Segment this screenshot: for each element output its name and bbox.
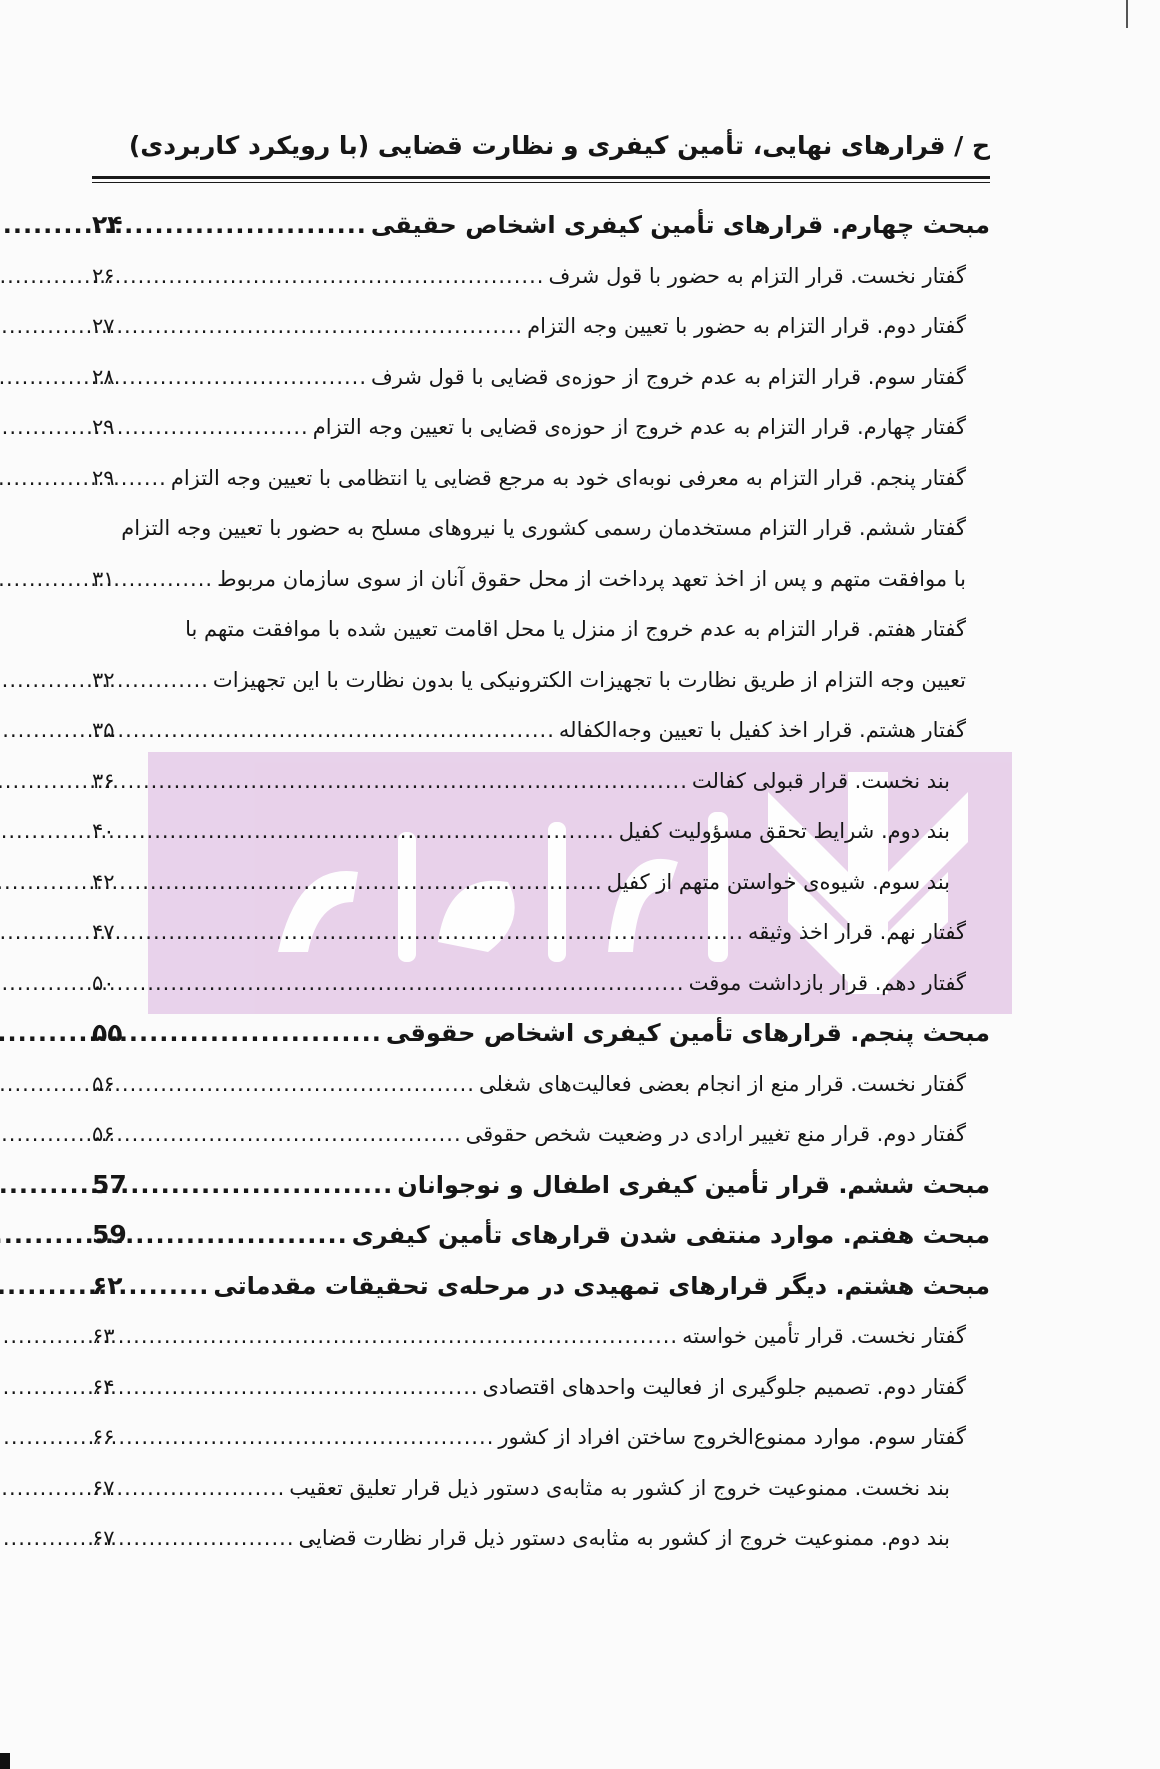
toc-entry-title: گفتار هفتم. قرار التزام به عدم خروج از منزل یا محل اقامت تعیین شده با موافقت متهم با	[185, 617, 966, 641]
toc-page-number: ۲۹	[92, 415, 115, 439]
toc-entry-title: مبحث ششم. قرار تأمین کیفری اطفال و نوجوانان	[397, 1170, 990, 1199]
toc-page-number: ۶۷	[92, 1475, 115, 1500]
toc-dot-leader	[130, 705, 555, 756]
toc-dot-leader	[130, 1412, 494, 1463]
toc-page-number: ۵۶	[92, 1122, 115, 1146]
toc-dot-leader	[130, 806, 615, 857]
toc-page-number: 59	[92, 1220, 127, 1249]
corner-mark	[0, 1753, 10, 1769]
toc-dot-leader	[130, 907, 744, 958]
toc-entry-title: بند نخست. قرار قبولی کفالت	[691, 768, 950, 793]
toc-entry-title: گفتار نخست. قرار منع از انجام بعضی فعالیت‌های شغلی	[478, 1071, 966, 1096]
toc-entry	[92, 1412, 990, 1463]
toc-dot-leader	[130, 1362, 479, 1413]
toc-dot-leader	[130, 655, 209, 706]
toc-page-number: ۲۴	[92, 210, 123, 239]
toc-entry-title: گفتار پنجم. قرار التزام به معرفی نوبه‌ای خود به مرجع قضایی یا انتظامی با تعیین وجه التزام	[170, 465, 966, 490]
toc-entry	[92, 301, 990, 352]
toc-page-number: ۴۷	[92, 920, 115, 944]
toc-page-number: ۲۷	[92, 314, 115, 338]
toc-entry-title: مبحث هفتم. موارد منتفی شدن قرارهای تأمین کیفری	[351, 1221, 990, 1249]
toc-entry-title: گفتار ششم. قرار التزام مستخدمان رسمی کشوری یا نیروهای مسلح به حضور با تعیین وجه التزام	[121, 516, 966, 540]
toc-dot-leader	[130, 554, 213, 605]
toc-entry-title: گفتار چهارم. قرار التزام به عدم خروج از حوزه‌ی قضایی با تعیین وجه التزام	[312, 415, 966, 439]
toc-dot-leader	[130, 1311, 678, 1362]
toc-entry-title: گفتار نهم. قرار اخذ وثیقه	[747, 920, 966, 944]
toc-dot-leader	[130, 1109, 462, 1160]
toc-dot-leader	[130, 1059, 475, 1110]
toc-entry-title: گفتار نخست. قرار التزام به حضور با قول شرف	[548, 263, 966, 288]
toc-page-number: ۳۵	[92, 718, 115, 742]
toc-entry	[92, 705, 990, 756]
toc-page-number: ۲۶	[92, 263, 115, 288]
toc-entry	[92, 503, 990, 554]
toc-entry-title: مبحث چهارم. قرارهای تأمین کیفری اشخاص حقیقی	[370, 211, 990, 239]
toc-dot-leader	[131, 1160, 393, 1211]
toc-entry	[92, 402, 990, 453]
toc-entry	[92, 1513, 990, 1564]
toc-entry	[92, 806, 990, 857]
toc-dot-leader	[130, 1008, 382, 1059]
toc-page-number: ۵۰	[92, 970, 115, 995]
toc-section-heading	[92, 1210, 990, 1261]
toc-page-number: ۶۷	[92, 1526, 115, 1550]
toc-entry	[92, 251, 990, 302]
toc-page-number: ۶۴	[92, 1374, 115, 1399]
toc-dot-leader	[130, 301, 523, 352]
toc-page-number: ۲۸	[92, 364, 115, 389]
toc-page-number: ۳۱	[92, 566, 115, 591]
toc-page-number: 57	[92, 1169, 127, 1199]
toc-entry	[92, 1463, 990, 1514]
toc-entry	[92, 655, 990, 706]
table-of-contents	[92, 200, 990, 1564]
toc-section-heading	[92, 1008, 990, 1059]
toc-dot-leader	[130, 200, 367, 251]
toc-page-number: ۶۳	[92, 1324, 115, 1348]
toc-page-number: ۶۶	[92, 1425, 115, 1449]
toc-dot-leader	[130, 756, 688, 807]
toc-entry-title: گفتار دوم. قرار منع تغییر ارادی در وضعیت شخص حقوقی	[465, 1122, 966, 1146]
toc-entry-title: بند سوم. شیوه‌ی خواستن متهم از کفیل	[606, 869, 950, 894]
toc-entry-title: گفتار دهم. قرار بازداشت موقت	[688, 970, 966, 995]
page-edge-line	[1126, 0, 1128, 28]
toc-dot-leader	[130, 958, 685, 1009]
toc-entry-title: مبحث پنجم. قرارهای تأمین کیفری اشخاص حقوقی	[385, 1019, 990, 1047]
toc-entry	[92, 604, 990, 655]
toc-page-number: ۳۶	[92, 768, 115, 793]
toc-entry	[92, 958, 990, 1009]
toc-dot-leader	[130, 251, 544, 302]
toc-section-heading	[92, 1160, 990, 1211]
toc-entry	[92, 857, 990, 908]
toc-entry	[92, 1059, 990, 1110]
toc-entry-title: بند نخست. ممنوعیت خروج از کشور به مثابه‌ی دستور ذیل قرار تعلیق تعقیب	[289, 1475, 950, 1500]
toc-page-number: ۵۵	[92, 1018, 123, 1047]
toc-entry-title: تعیین وجه التزام از طریق نظارت با تجهیزات الکترونیکی یا بدون نظارت با این تجهیزات	[212, 667, 966, 692]
toc-dot-leader	[130, 352, 367, 403]
toc-dot-leader	[130, 1261, 209, 1312]
toc-entry-title: مبحث هشتم. دیگر قرارهای تمهیدی در مرحله‌ی تحقیقات مقدماتی	[213, 1271, 990, 1300]
toc-entry	[92, 352, 990, 403]
toc-section-heading	[92, 1261, 990, 1312]
toc-page-number: ۵۶	[92, 1071, 115, 1096]
toc-dot-leader	[130, 402, 309, 453]
toc-entry	[92, 907, 990, 958]
toc-entry	[92, 756, 990, 807]
toc-entry	[92, 1362, 990, 1413]
toc-entry	[92, 1311, 990, 1362]
toc-page-number: ۳۲	[92, 667, 115, 692]
toc-page-number: ۴۰	[92, 819, 115, 843]
toc-entry-title: بند دوم. ممنوعیت خروج از کشور به مثابه‌ی دستور ذیل قرار نظارت قضایی	[298, 1526, 950, 1550]
toc-entry	[92, 554, 990, 605]
toc-dot-leader	[130, 453, 167, 504]
toc-entry-title: بند دوم. شرایط تحقق مسؤولیت کفیل	[618, 819, 950, 843]
toc-section-heading	[92, 200, 990, 251]
toc-dot-leader	[131, 1210, 348, 1261]
toc-dot-leader	[130, 1513, 295, 1564]
toc-dot-leader	[130, 1463, 285, 1514]
toc-entry-title: گفتار نخست. قرار تأمین خواسته	[682, 1324, 966, 1348]
toc-page-number: ۴۲	[92, 869, 115, 894]
toc-dot-leader	[130, 857, 603, 908]
toc-entry-title: گفتار سوم. قرار التزام به عدم خروج از حوزه‌ی قضایی با قول شرف	[371, 364, 966, 389]
toc-entry-title: گفتار سوم. موارد ممنوع‌الخروج ساختن افراد از کشور	[498, 1425, 966, 1449]
toc-page-number: ۲۹	[92, 465, 115, 490]
toc-entry-title: گفتار هشتم. قرار اخذ کفیل با تعیین وجه‌الکفاله	[558, 718, 966, 742]
toc-page-number: ۶۲	[92, 1270, 123, 1300]
header-rule-thin	[92, 182, 990, 183]
toc-entry-title: گفتار دوم. قرار التزام به حضور با تعیین وجه التزام	[527, 314, 966, 338]
header-rule-thick	[92, 176, 990, 179]
toc-entry	[92, 453, 990, 504]
toc-entry-title: گفتار دوم. تصمیم جلوگیری از فعالیت واحدهای اقتصادی	[482, 1374, 966, 1399]
toc-entry-title: با موافقت متهم و پس از اخذ تعهد پرداخت از محل حقوق آنان از سوی سازمان مربوط	[217, 566, 966, 591]
running-header: ح / قرارهای نهایی، تأمین کیفری و نظارت قضایی (با رویکرد کاربردی)	[128, 131, 990, 160]
toc-entry	[92, 1109, 990, 1160]
